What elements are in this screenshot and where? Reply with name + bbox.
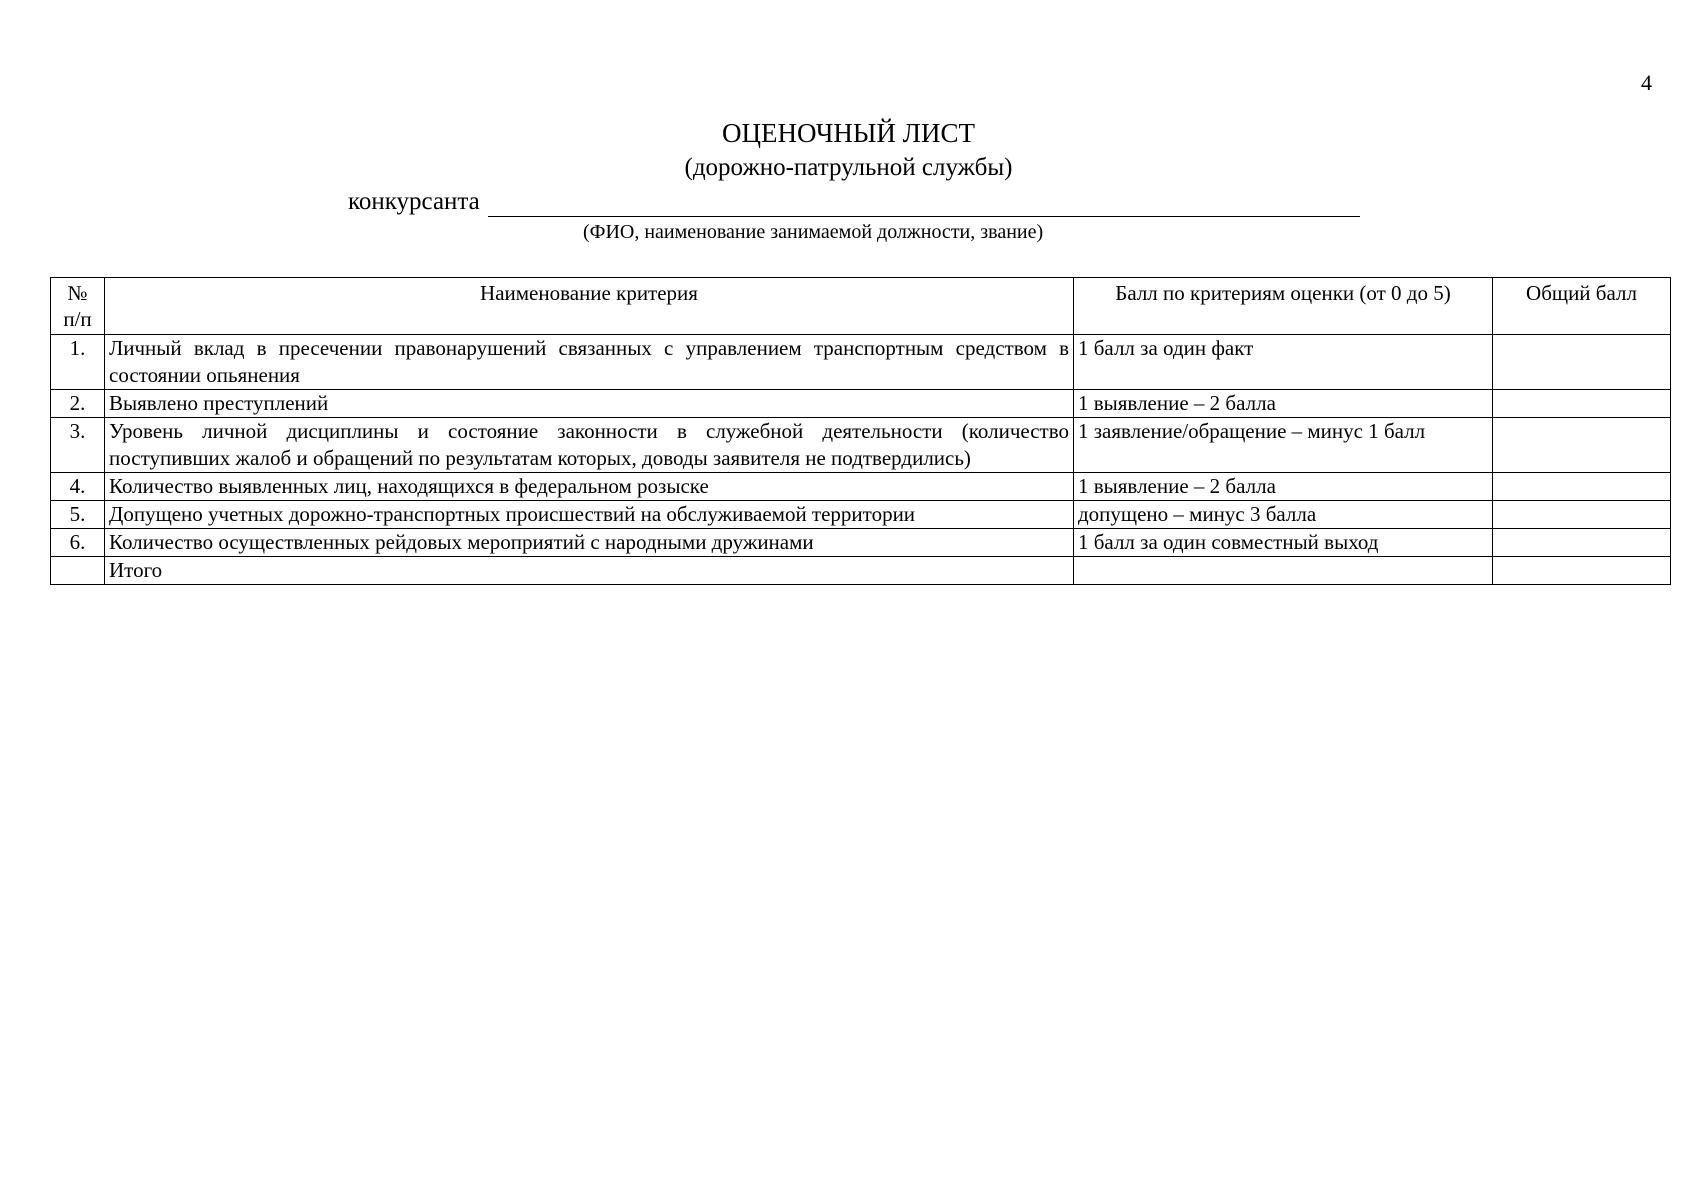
row-total-cell[interactable] — [1493, 418, 1671, 473]
row-score-rule: 1 балл за один факт — [1074, 335, 1493, 390]
row-total-cell[interactable] — [1493, 335, 1671, 390]
column-header-number — [51, 278, 105, 335]
row-number: 5. — [51, 501, 105, 529]
row-score-rule: 1 балл за один совместный выход — [1074, 529, 1493, 557]
table-row-total — [51, 557, 1671, 585]
row-number: 4. — [51, 473, 105, 501]
row-total-cell[interactable] — [1493, 529, 1671, 557]
row-criterion: Итого — [105, 557, 1074, 585]
row-criterion: Допущено учетных дорожно-транспортных происшествий на обслуживаемой территории — [105, 501, 1074, 529]
table-row — [51, 501, 1671, 529]
row-total-cell[interactable] — [1493, 501, 1671, 529]
column-header-total: Общий балл — [1493, 278, 1671, 335]
table-row — [51, 335, 1671, 390]
table-row — [51, 418, 1671, 473]
contestant-label: конкурсанта — [348, 188, 480, 215]
row-total-cell[interactable] — [1493, 390, 1671, 418]
row-score-rule — [1074, 557, 1493, 585]
table-header-row — [51, 278, 1671, 335]
row-score-rule: допущено – минус 3 балла — [1074, 501, 1493, 529]
row-criterion: Количество осуществленных рейдовых мероприятий с народными дружинами — [105, 529, 1074, 557]
criteria-table — [50, 277, 1671, 585]
row-score-rule: 1 выявление – 2 балла — [1074, 390, 1493, 418]
row-number — [51, 557, 105, 585]
row-number: 2. — [51, 390, 105, 418]
document-subtitle: (дорожно-патрульной службы) — [684, 154, 1013, 181]
row-criterion: Личный вклад в пресечении правонарушений связанных с управлением транспортным средством в состоянии опьянения — [105, 335, 1074, 390]
column-header-number-line2: п/п — [63, 307, 92, 331]
row-total-cell[interactable] — [1493, 557, 1671, 585]
fio-hint: (ФИО, наименование занимаемой должности, звание) — [583, 221, 1044, 243]
column-header-number-line1: № — [67, 281, 88, 305]
document-title: ОЦЕНОЧНЫЙ ЛИСТ — [722, 118, 975, 148]
column-header-criterion: Наименование критерия — [105, 278, 1074, 335]
table-row — [51, 390, 1671, 418]
row-score-rule: 1 заявление/обращение – минус 1 балл — [1074, 418, 1493, 473]
column-header-score: Балл по критериям оценки (от 0 до 5) — [1074, 278, 1493, 335]
row-criterion: Выявлено преступлений — [105, 390, 1074, 418]
contestant-line — [348, 187, 1360, 217]
row-criterion: Количество выявленных лиц, находящихся в федеральном розыске — [105, 473, 1074, 501]
row-number: 3. — [51, 418, 105, 473]
contestant-name-blank — [488, 192, 1360, 217]
row-criterion: Уровень личной дисциплины и состояние законности в служебной деятельности (количество поступивших жалоб и обращений по результатам которых, доводы заявителя не подтвердились) — [105, 418, 1074, 473]
row-number: 1. — [51, 335, 105, 390]
row-total-cell[interactable] — [1493, 473, 1671, 501]
table-row — [51, 529, 1671, 557]
page-number: 4 — [1641, 70, 1652, 95]
row-number: 6. — [51, 529, 105, 557]
table-row — [51, 473, 1671, 501]
row-score-rule: 1 выявление – 2 балла — [1074, 473, 1493, 501]
